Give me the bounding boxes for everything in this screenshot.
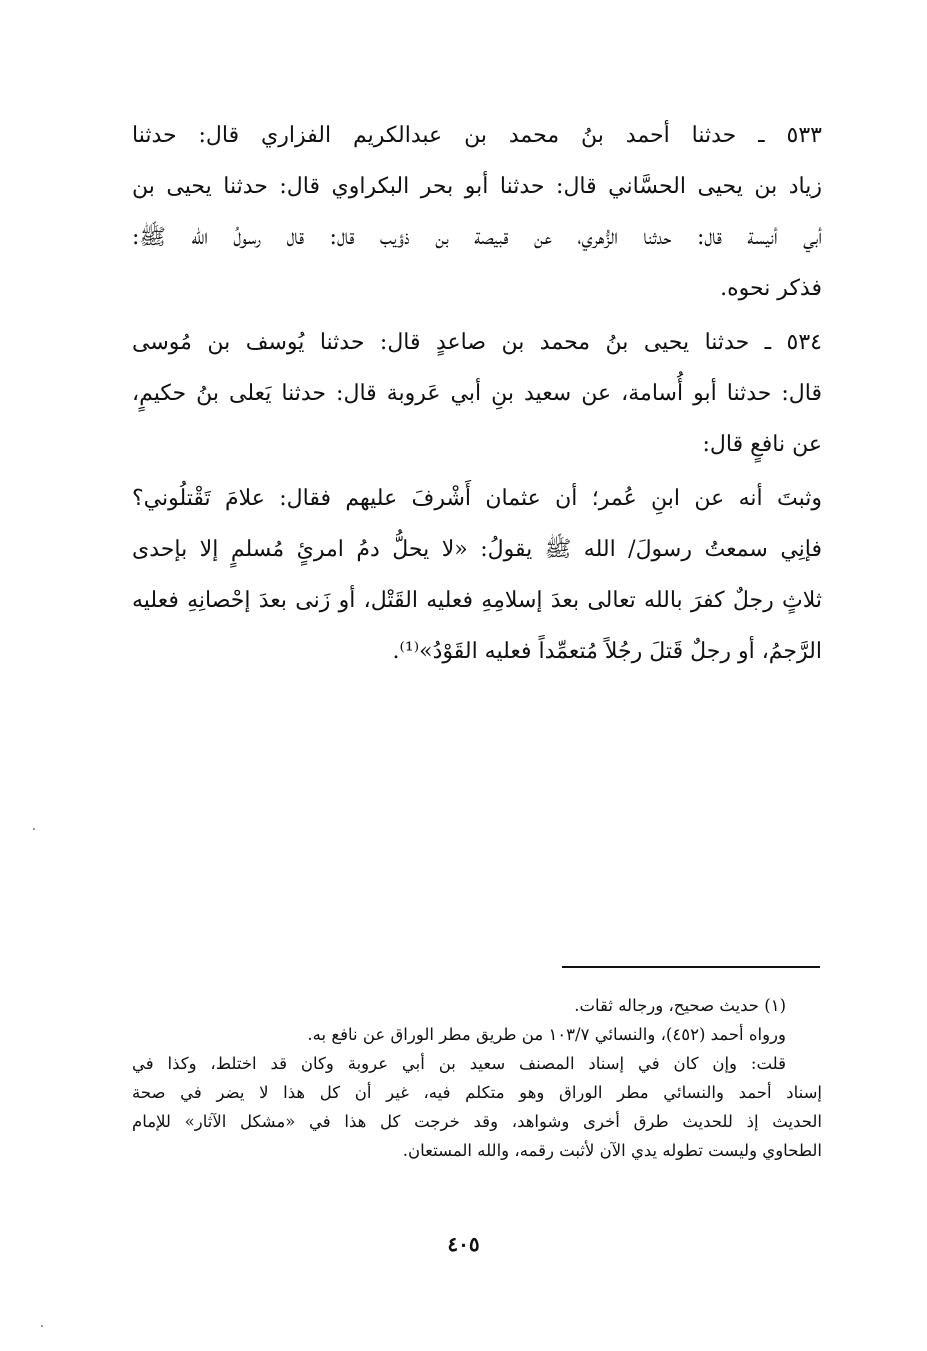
- text-line: ثلاثٍ رجلٌ كفرَ بالله تعالى بعدَ إسلامِهِ فعليه القَتْل، أو زَنى بعدَ إحْصانِهِ فعليه: [132, 588, 822, 613]
- footnote-line: الطحاوي وليست تطوله يدي الآن لأثبت رقمه، والله المستعان.: [402, 1141, 822, 1160]
- footnote-line: (١) حديث صحيح، ورجاله ثقات.: [574, 996, 786, 1015]
- footnotes: [132, 991, 822, 1165]
- text-line: الرَّجمُ، أو رجلٌ قَتلَ رجُلاً مُتعمِّداً فعليه القَوْدُ»⁽¹⁾.: [392, 639, 822, 664]
- scan-speck: [41, 1325, 43, 1327]
- text-line: ٥٣٤ ـ حدثنا يحيى بنُ محمد بن صاعدٍ قال: حدثنا يُوسف بن مُوسى: [132, 330, 822, 355]
- text-line: فذكر نحوه.: [720, 276, 822, 301]
- text-line: وثبتَ أنه عن ابنِ عُمر؛ أن عثمان أَشْرفَ عليهم فقال: علامَ تَقْتلُوني؟: [132, 486, 822, 511]
- footnote-divider: [562, 966, 820, 968]
- footnote-line: قلت: وإن كان في إسناد المصنف سعيد بن أبي عروبة وكان قد اختلط، وكذا في: [132, 1054, 786, 1073]
- hadith-533-paragraph: [132, 110, 822, 314]
- text-line: زياد بن يحيى الحسَّاني قال: حدثنا أبو بحر البكراوي قال: حدثنا يحيى بن: [132, 174, 822, 199]
- text-line: قال: حدثنا أبو أُسامة، عن سعيد بنِ أبي عَروبة قال: حدثنا يَعلى بنُ حكيمٍ،: [132, 381, 822, 406]
- footnote-line: إسناد أحمد والنسائي مطر الوراق وهو متكلم فيه، غير أن كل هذا لا يضر في صحة: [132, 1083, 822, 1102]
- footnote-line: الحديث إذ للحديث طرق أخرى وشواهد، وقد خرجت كل هذا في «مشكل الآثار» للإمام: [132, 1112, 822, 1131]
- text-line: فإنِي سمعتُ رسولَ/ الله ﷺ يقولُ: «لا يحلُّ دمُ امرئٍ مُسلمٍ إلا بإحدى: [132, 537, 822, 562]
- text-line: ٥٣٣ ـ حدثنا أحمد بنُ محمد بن عبدالكريم الفزاري قال: حدثنا: [132, 123, 822, 148]
- text-line: عن نافعٍ قال:: [702, 432, 822, 457]
- hadith-text-paragraph: [132, 473, 822, 677]
- text-line: أبي أنيسة قال: حدثنا الزُّهري، عن قبيصة بن ذؤيب قال: قال رسولُ الله ﷺ:: [132, 225, 822, 250]
- scan-speck: [33, 828, 35, 830]
- footnote-line: ورواه أحمد (٤٥٢)، والنسائي ١٠٣/٧ من طريق مطر الوراق عن نافع به.: [307, 1025, 786, 1044]
- hadith-534-paragraph: [132, 317, 822, 470]
- page-number: ٤٠٥: [447, 1232, 480, 1256]
